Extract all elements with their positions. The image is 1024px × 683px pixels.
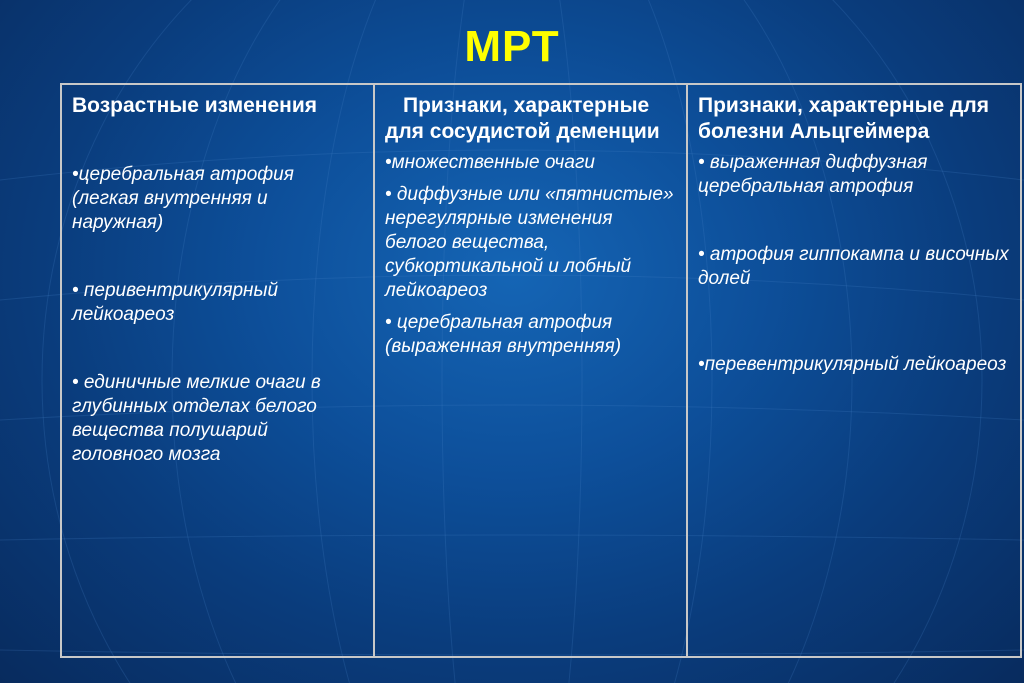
column-age-changes <box>61 84 374 657</box>
comparison-table <box>60 83 1022 658</box>
list-item: • перивентрикулярный лейкоареоз <box>72 280 279 325</box>
column-header: Признаки, характерные для сосудистой деменции <box>385 94 660 143</box>
list-item: • церебральная атрофия (выраженная внутренняя) <box>385 312 622 357</box>
column-header: Возрастные изменения <box>72 94 318 117</box>
column-header: Признаки, характерные для болезни Альцгеймера <box>698 94 989 143</box>
list-item: •церебральная атрофия (легкая внутренняя и наружная) <box>72 164 294 233</box>
list-item: • атрофия гиппокампа и височных долей <box>698 244 1009 289</box>
column-alzheimer <box>687 84 1021 657</box>
slide-title: МРТ <box>464 22 560 71</box>
column-vascular-dementia <box>374 84 687 657</box>
list-item: • единичные мелкие очаги в глубинных отделах белого вещества полушарий головного мозга <box>72 372 321 465</box>
list-item: • выраженная диффузная церебральная атрофия <box>698 152 928 197</box>
list-item: • диффузные или «пятнистые» нерегулярные изменения белого вещества, субкортикальной и лобный лейкоареоз <box>385 184 674 301</box>
table-row <box>61 84 1021 657</box>
list-item: •перевентрикулярный лейкоареоз <box>698 354 1007 375</box>
list-item: •множественные очаги <box>385 152 595 173</box>
